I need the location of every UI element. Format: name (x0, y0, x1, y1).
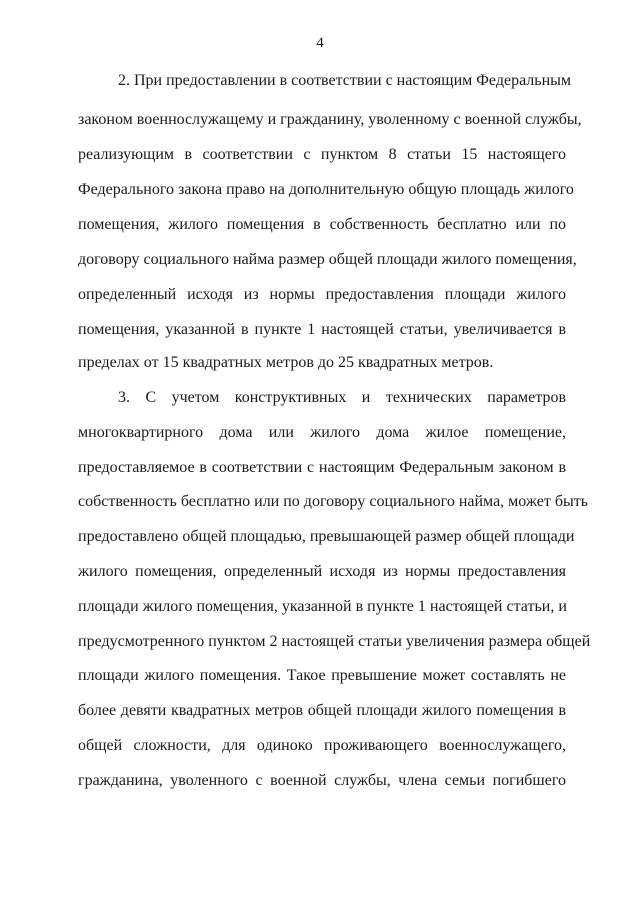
text-line: помещения, жилого помещения в собственность бесплатно или по (78, 216, 566, 233)
text-line: помещения, указанной в пункте 1 настоящей статьи, увеличивается в (78, 321, 566, 338)
text-line: Федерального закона право на дополнительную общую площадь жилого (78, 181, 574, 198)
text-line: договору социального найма размер общей площади жилого помещения, (78, 251, 577, 268)
text-line: общей сложности, для одиноко проживающего военнослужащего, (78, 737, 566, 754)
text-line: 2. При предоставлении в соответствии с настоящим Федеральным (118, 72, 572, 89)
text-line: гражданина, уволенного с военной службы, члена семьи погибшего (78, 772, 566, 789)
text-line: более девяти квадратных метров общей площади жилого помещения в (78, 702, 566, 719)
text-line: предоставляемое в соответствии с настоящим Федеральным законом в (78, 459, 566, 476)
text-line: жилого помещения, определенный исходя из нормы предоставления (78, 563, 566, 580)
text-line: определенный исходя из нормы предоставления площади жилого (78, 286, 566, 303)
text-line: реализующим в соответствии с пунктом 8 статьи 15 настоящего (78, 146, 566, 163)
text-line: законом военнослужащему и гражданину, уволенному с военной службы, (78, 111, 582, 128)
text-line: площади жилого помещения, указанной в пункте 1 настоящей статьи, и (78, 598, 567, 615)
page-number: 4 (316, 35, 324, 51)
text-line: собственность бесплатно или по договору социального найма, может быть (78, 493, 589, 510)
text-line: пределах от 15 квадратных метров до 25 квадратных метров. (78, 354, 494, 371)
text-line: 3. С учетом конструктивных и технических параметров (118, 389, 566, 406)
text-line: многоквартирного дома или жилого дома жилое помещение, (78, 424, 566, 441)
text-line: площади жилого помещения. Такое превышение может составлять не (78, 667, 566, 684)
text-line: предоставлено общей площадью, превышающей размер общей площади (78, 528, 575, 545)
text-line: предусмотренного пунктом 2 настоящей статьи увеличения размера общей (78, 633, 591, 650)
